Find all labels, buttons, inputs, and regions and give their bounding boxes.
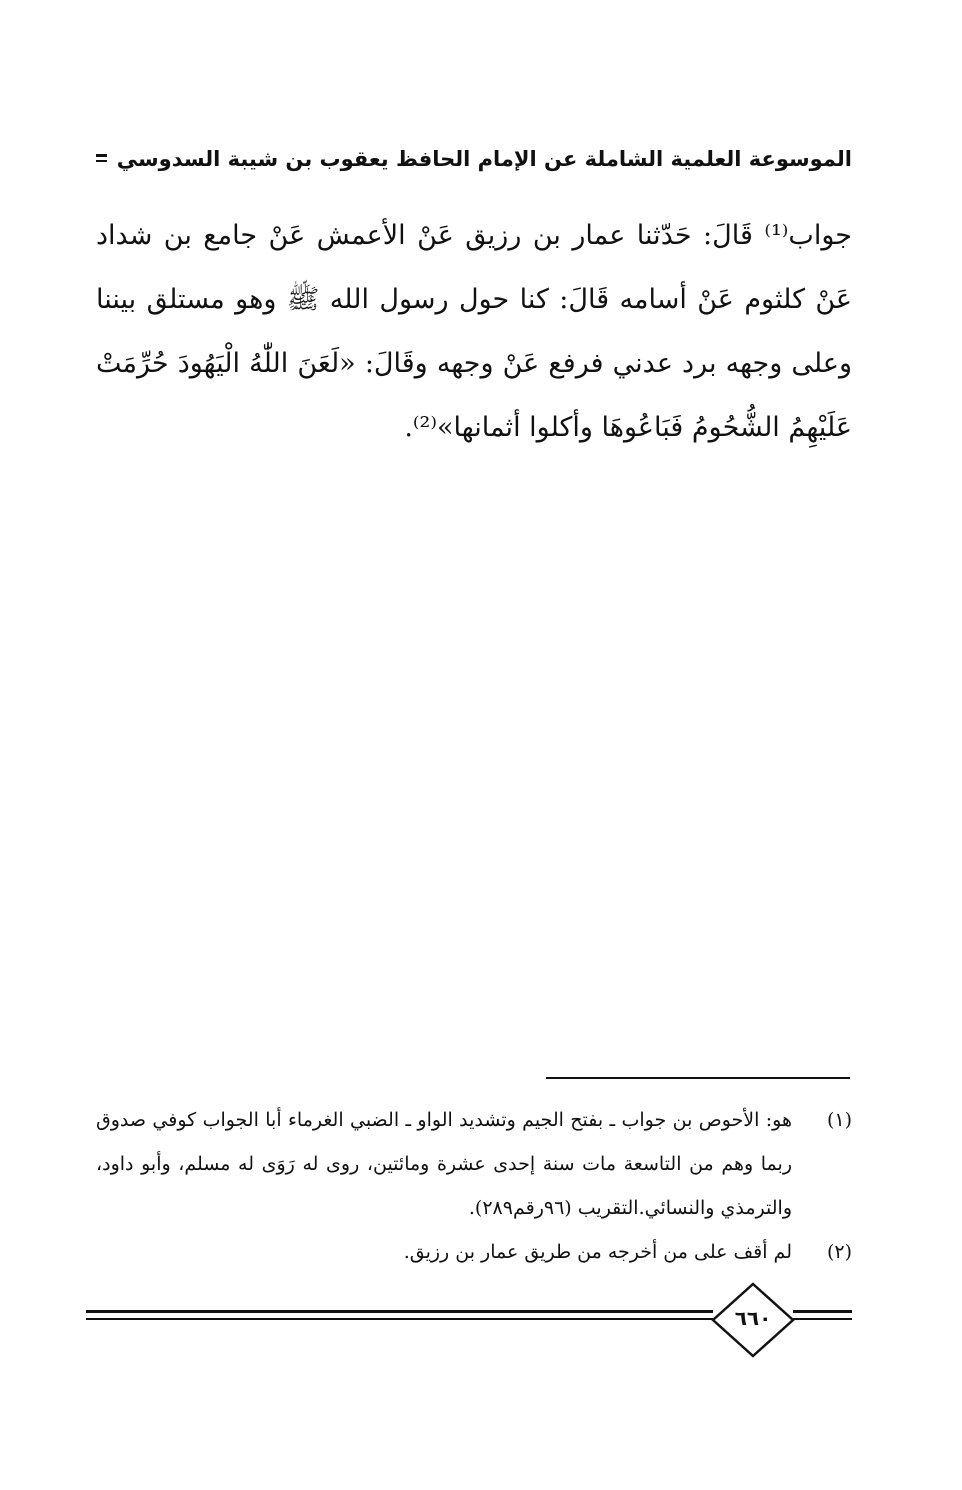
footnote-1	[96, 1098, 852, 1230]
main-paragraph: جواب⁽¹⁾ قَالَ: حَدّثنا عمار بن رزيق عَنْ الأعمش عَنْ جامع بن شداد عَنْ كلثوم عَنْ أسامه قَالَ: كنا حول رسول الله ﷺ وهو مستلق بيننا وعلى وجهه برد عدني فرفع عَنْ وجهه وقَالَ: «لَعَنَ اللّٰهُ الْيَهُودَ حُرِّمَتْ عَلَيْهِمُ الشُّحُومُ فَبَاعُوهَا وأكلوا أثمانها»⁽²⁾.	[96, 220, 852, 443]
footnotes	[96, 1098, 852, 1274]
footnote-number: (٢)	[826, 1241, 852, 1263]
footer-rule-left-top	[86, 1310, 713, 1313]
main-text	[96, 204, 852, 460]
footnote-text: هو: الأحوص بن جواب ـ بفتح الجيم وتشديد الواو ـ الضبي الغرماء أبا الجواب كوفي صدوق ربما وهم من التاسعة مات سنة إحدى عشرة ومائتين، روى له رَوَى له مسلم، وأبو داود، والترمذي والنسائي.التقريب (٩٦رقم٢٨٩).	[96, 1109, 792, 1219]
page-footer	[86, 1282, 852, 1358]
footer-rule-right-top	[793, 1310, 852, 1313]
footnote-text: لم أقف على من أخرجه من طريق عمار بن رزيق.	[403, 1241, 792, 1263]
footnote-number: (١)	[826, 1109, 852, 1131]
footnote-separator	[546, 1077, 850, 1079]
running-header	[96, 144, 852, 180]
footer-rule-right-bottom	[793, 1318, 852, 1320]
footer-rule-left-bottom	[86, 1318, 713, 1320]
page-number: ٦٦٠	[734, 1306, 772, 1330]
header-title: الموسوعة العلمية الشاملة عن الإمام الحافظ يعقوب بن شيبة السدوسي	[107, 144, 852, 174]
footnote-2	[96, 1230, 852, 1274]
page-number-badge	[711, 1282, 795, 1358]
